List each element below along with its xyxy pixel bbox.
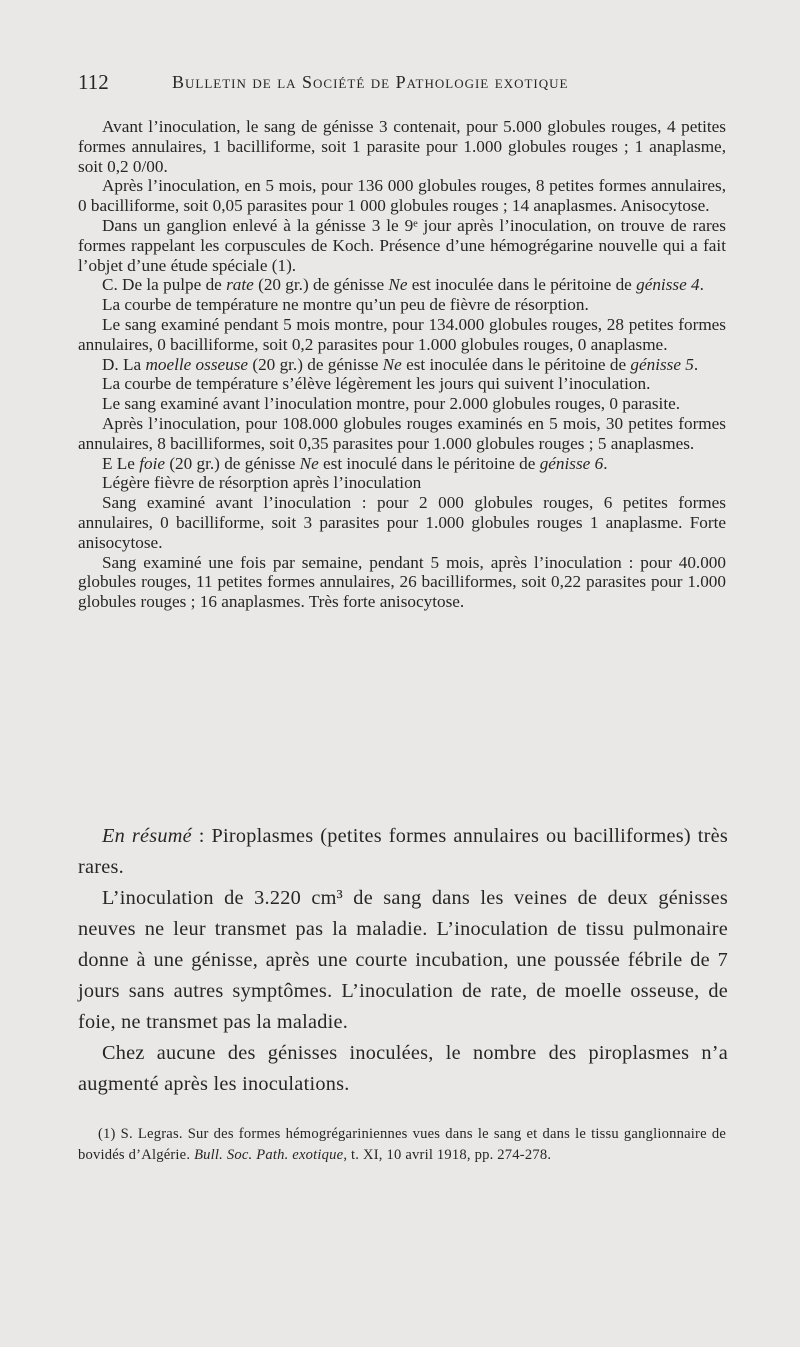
paragraph-foie-blood-after: Sang examiné une fois par semaine, pendant 5 mois, après l’inoculation : pour 40.000 globules rouges, 11 petites formes annulaires, 26 bacilliformes, soit 0,22 parasites pour 1.000 globules rouges ; 16 anaplasmes. Très forte anisocytose. xyxy=(78,552,726,612)
paragraph-genisse-3-before: Avant l’inoculation, le sang de génisse 3 contenait, pour 5.000 globules rouges, 4 petites formes annulaires, 1 bacilliforme, soit 1 parasite pour 1.000 globules rouges ; 1 anaplasme, soit 0,2 0/00. xyxy=(78,117,726,176)
running-header xyxy=(78,70,728,96)
paragraph-moelle-blood-before: Le sang examiné avant l’inoculation montre, pour 2.000 globules rouges, 0 parasite. xyxy=(102,394,681,414)
footnote-text: (1) S. Legras. Sur des formes hémogrégariniennes vues dans le sang et dans le tissu ganglionnaire de bovidés d’Algérie. Bull. Soc. Path. exotique, t. XI, 10 avril 1918, pp. 274-278. xyxy=(78,1126,726,1163)
summary-paragraph: En résumé : Piroplasmes (petites formes annulaires ou bacilliformes) très rares. xyxy=(78,825,728,878)
paragraph-rate-temperature: La courbe de température ne montre qu’un peu de fièvre de résorption. xyxy=(102,295,589,315)
paragraph-rate-blood: Le sang examiné pendant 5 mois montre, pour 134.000 globules rouges, 28 petites formes annulaires, 0 bacilliforme, soit 0,2 parasites pour 1.000 globules rouges, 0 anaplasme. xyxy=(78,314,726,354)
paragraph-foie-blood-before: Sang examiné avant l’inoculation : pour 2 000 globules rouges, 6 petites formes annulaires, 0 bacilliforme, soit 3 parasites pour 1.000 globules rouges 1 anaplasme. Forte anisocytose. xyxy=(78,493,726,552)
footnote xyxy=(78,1124,726,1165)
experiment-body-text xyxy=(78,117,726,612)
summary-section xyxy=(78,821,728,1100)
summary-paragraph: Chez aucune des génisses inoculées, le nombre des piroplasmes n’a augmenté après les inoculations. xyxy=(78,1042,728,1095)
summary-paragraph: L’inoculation de 3.220 cm³ de sang dans les veines de deux génisses neuves ne leur transmet pas la maladie. L’inoculation de tissu pulmonaire donne à une génisse, après une courte incubation, une poussée fébrile de 7 jours sans autres symptômes. L’inoculation de rate, de moelle osseuse, de foie, ne transmet pas la maladie. xyxy=(78,887,728,1033)
journal-title: Bulletin de la Société de Pathologie exotique xyxy=(172,72,569,92)
page-number: 112 xyxy=(78,70,109,94)
paragraph-genisse-3-after: Après l’inoculation, en 5 mois, pour 136 000 globules rouges, 8 petites formes annulaires, 0 bacilliforme, soit 0,05 parasites pour 1 000 globules rouges ; 14 anaplasmes. Anisocytose. xyxy=(78,176,726,216)
paragraph-moelle-inoculation: D. La moelle osseuse (20 gr.) de génisse Ne est inoculée dans le péritoine de génisse 5. xyxy=(102,354,699,374)
paragraph-moelle-blood-after: Après l’inoculation, pour 108.000 globules rouges examinés en 5 mois, 30 petites formes annulaires, 8 bacilliformes, soit 0,35 parasites pour 1.000 globules rouges ; 5 anaplasmes. xyxy=(78,413,726,453)
paragraph-rate-inoculation: C. De la pulpe de rate (20 gr.) de génisse Ne est inoculée dans le péritoine de génisse 4. xyxy=(102,275,704,295)
paragraph-foie-inoculation: E Le foie (20 gr.) de génisse Ne est inoculé dans le péritoine de génisse 6. xyxy=(102,453,608,473)
paragraph-ganglion: Dans un ganglion enlevé à la génisse 3 le 9ᵉ jour après l’inoculation, on trouve de rares formes rappelant les corpuscules de Koch. Présence d’une hémogrégarine nouvelle qui a fait l’objet d’une étude spéciale (1). xyxy=(78,215,726,275)
paragraph-foie-fever: Légère fièvre de résorption après l’inoculation xyxy=(102,473,422,493)
paragraph-moelle-temperature: La courbe de température s’élève légèrement les jours qui suivent l’inoculation. xyxy=(102,374,651,394)
